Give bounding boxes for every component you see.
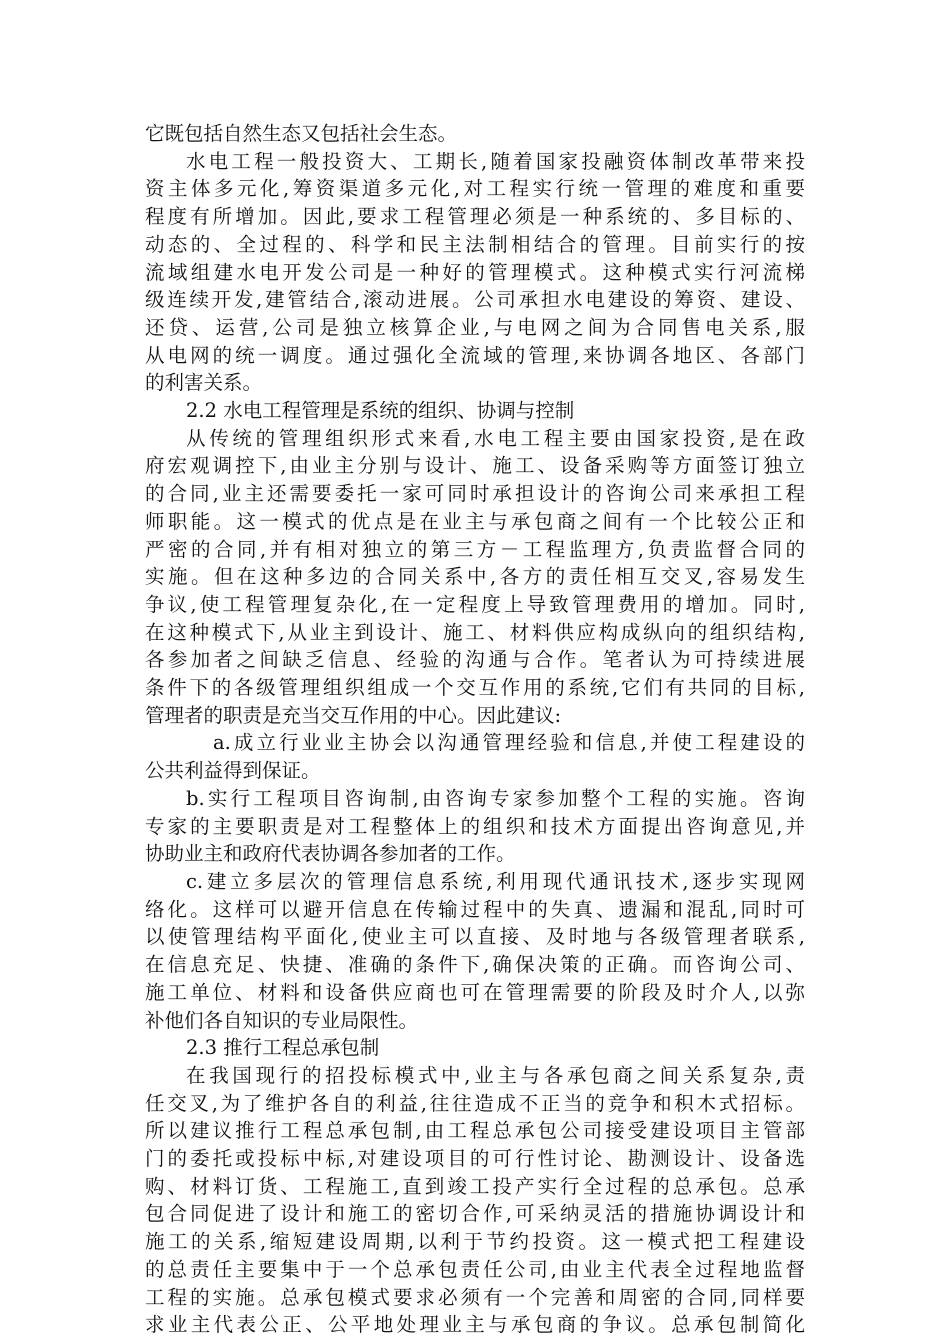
text-line: 争议,使工程管理复杂化,在一定程度上导致管理费用的增加。同时,	[145, 592, 805, 616]
text-line: 实施。但在这种多边的合同关系中,各方的责任相互交叉,容易发生	[145, 565, 805, 589]
text-line: 公共利益得到保证。	[145, 759, 321, 783]
text-line: 的利害关系。	[145, 371, 263, 395]
text-line: 门的委托或投标中标,对建设项目的可行性讨论、勘测设计、设备选	[145, 1147, 805, 1171]
text-line: 求业主代表公正、公平地处理业主与承包商的争议。总承包制简化	[145, 1313, 805, 1337]
text-line: 还贷、运营,公司是独立核算企业,与电网之间为合同售电关系,服	[145, 315, 805, 339]
text-line: 级连续开发,建管结合,滚动进展。公司承担水电建设的筹资、建设、	[145, 288, 805, 312]
text-line: 任交叉,为了维护各自的利益,往往造成不正当的竞争和积木式招标。	[145, 1091, 805, 1115]
text-line: a.成立行业业主协会以沟通管理经验和信息,并使工程建设的	[213, 731, 805, 755]
text-line: 专家的主要职责是对工程整体上的组织和技术方面提出咨询意见,并	[145, 814, 805, 838]
text-line: 从电网的统一调度。通过强化全流域的管理,来协调各地区、各部门	[145, 343, 805, 367]
text-line: 以使管理结构平面化,使业主可以直接、及时地与各级管理者联系,	[145, 925, 805, 949]
text-line: 的合同,业主还需要委托一家可同时承担设计的咨询公司来承担工程	[145, 482, 805, 506]
text-line: 包合同促进了设计和施工的密切合作,可采纳灵活的措施协调设计和	[145, 1202, 805, 1226]
text-line: 协助业主和政府代表协调各参加者的工作。	[145, 842, 516, 866]
text-line: 2.3 推行工程总承包制	[186, 1036, 380, 1060]
text-line: 资主体多元化,筹资渠道多元化,对工程实行统一管理的难度和重要	[145, 177, 805, 201]
text-line: 流域组建水电开发公司是一种好的管理模式。这种模式实行河流梯	[145, 260, 805, 284]
text-line: 程度有所增加。因此,要求工程管理必须是一种系统的、多目标的、	[145, 205, 805, 229]
text-line: 在信息充足、快捷、准确的条件下,确保决策的正确。而咨询公司、	[145, 953, 805, 977]
text-line: 动态的、全过程的、科学和民主法制相结合的管理。目前实行的按	[145, 232, 805, 256]
text-line: b.实行工程项目咨询制,由咨询专家参加整个工程的实施。咨询	[186, 786, 805, 810]
text-line: 师职能。这一模式的优点是在业主与承包商之间有一个比较公正和	[145, 509, 805, 533]
text-line: 施工的关系,缩短建设周期,以利于节约投资。这一模式把工程建设	[145, 1230, 805, 1254]
text-line: 从传统的管理组织形式来看,水电工程主要由国家投资,是在政	[186, 426, 805, 450]
text-line: 管理者的职责是充当交互作用的中心。因此建议:	[145, 703, 562, 727]
text-line: 水电工程一般投资大、工期长,随着国家投融资体制改革带来投	[186, 149, 805, 173]
text-line: 的总责任主要集中于一个总承包责任公司,由业主代表全过程地监督	[145, 1257, 805, 1281]
text-line: 购、材料订货、工程施工,直到竣工投产实行全过程的总承包。总承	[145, 1174, 805, 1198]
document-body	[145, 120, 805, 1339]
text-line: 严密的合同,并有相对独立的第三方－工程监理方,负责监督合同的	[145, 537, 805, 561]
text-line: 补他们各自知识的专业局限性。	[145, 1008, 419, 1032]
text-line: 各参加者之间缺乏信息、经验的沟通与合作。笔者认为可持续进展	[145, 648, 805, 672]
text-line: 在这种模式下,从业主到设计、施工、材料供应构成纵向的组织结构,	[145, 620, 805, 644]
text-line: 它既包括自然生态又包括社会生态。	[145, 122, 458, 145]
text-line: 府宏观调控下,由业主分别与设计、施工、设备采购等方面签订独立	[145, 454, 805, 478]
text-line: 施工单位、材料和设备供应商也可在管理需要的阶段及时介人,以弥	[145, 980, 805, 1004]
text-line: 所以建议推行工程总承包制,由工程总承包公司接受建设项目主管部	[145, 1119, 805, 1143]
text-line: 工程的实施。总承包模式要求必须有一个完善和周密的合同,同样要	[145, 1285, 805, 1309]
text-line: 在我国现行的招投标模式中,业主与各承包商之间关系复杂,责	[186, 1063, 805, 1087]
text-line: 条件下的各级管理组织组成一个交互作用的系统,它们有共同的目标,	[145, 676, 805, 700]
text-line: c.建立多层次的管理信息系统,利用现代通讯技术,逐步实现网	[186, 869, 805, 893]
text-line: 2.2 水电工程管理是系统的组织、协调与控制	[186, 399, 575, 423]
text-line: 络化。这样可以避开信息在传输过程中的失真、遗漏和混乱,同时可	[145, 897, 805, 921]
